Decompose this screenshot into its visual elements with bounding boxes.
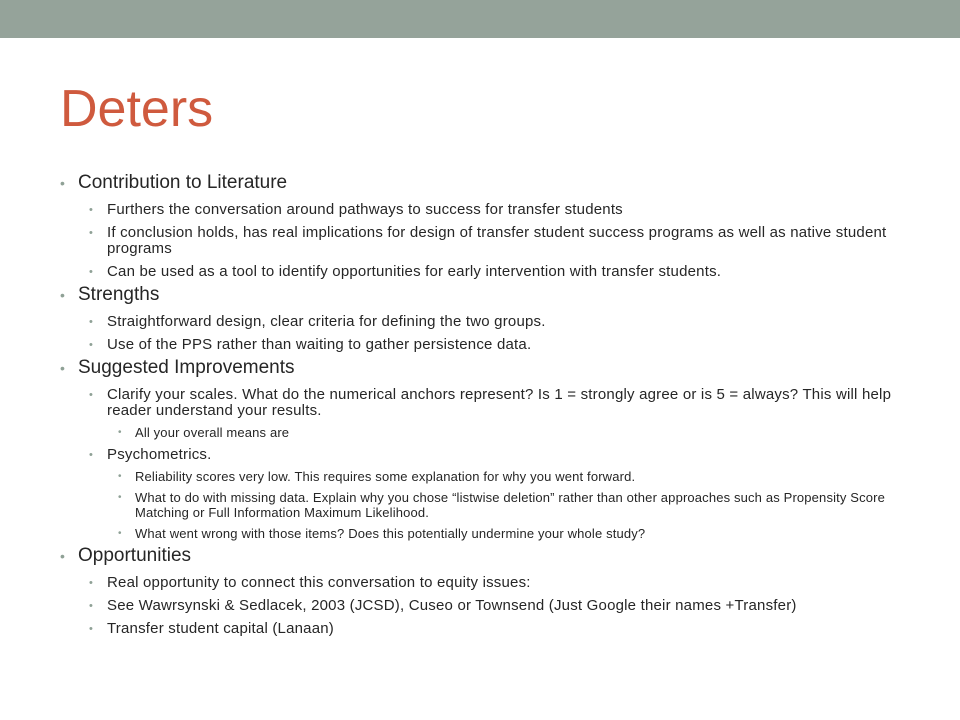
subbullet-equity — [60, 575, 910, 591]
subsubbullet-missing-data — [60, 490, 910, 520]
bullet-text: Can be used as a tool to identify opportunities for early intervention with transfer students. — [107, 263, 722, 280]
bullet-text: What went wrong with those items? Does this potentially undermine your whole study? — [135, 526, 646, 541]
bullet-marker: • — [89, 389, 93, 401]
bullet-strengths — [60, 283, 910, 307]
bullet-marker: • — [89, 204, 93, 216]
slide-body — [60, 168, 910, 637]
bullet-text: Psychometrics. — [107, 446, 212, 463]
bullet-text: All your overall means are — [135, 425, 290, 440]
bullet-text: Suggested Improvements — [78, 357, 295, 378]
subbullet-design — [60, 314, 910, 330]
bullet-text: Straightforward design, clear criteria for defining the two groups. — [107, 313, 546, 330]
subbullet-references — [60, 598, 910, 614]
bullet-marker: • — [118, 492, 122, 503]
bullet-text: What to do with missing data. Explain why you chose “listwise deletion” rather than other approaches such as Propensity Score Matching or Full Information Maximum Likelihood. — [135, 490, 886, 520]
bullet-marker: • — [60, 175, 65, 191]
bullet-text: Reliability scores very low. This requires some explanation for why you went forward. — [135, 469, 636, 484]
bullet-marker: • — [89, 623, 93, 635]
bullet-marker: • — [60, 548, 65, 564]
subbullet-tool — [60, 264, 910, 280]
bullet-marker: • — [118, 427, 122, 438]
bullet-text: Furthers the conversation around pathways to success for transfer students — [107, 201, 623, 218]
bullet-contribution — [60, 171, 910, 195]
bullet-text: Strengths — [78, 284, 160, 305]
bullet-text: If conclusion holds, has real implications for design of transfer student success programs as well as native student programs — [107, 224, 887, 257]
bullet-text: Contribution to Literature — [78, 172, 288, 193]
bullet-opportunities — [60, 544, 910, 568]
subbullet-clarify-scales — [60, 387, 910, 419]
subbullet-psychometrics — [60, 447, 910, 463]
slide-title: Deters — [60, 80, 214, 138]
bullet-text: See Wawrsynski & Sedlacek, 2003 (JCSD), Cuseo or Townsend (Just Google their names +Transfer) — [107, 597, 797, 614]
bullet-marker: • — [89, 449, 93, 461]
bullet-marker: • — [60, 360, 65, 376]
subbullet-capital — [60, 621, 910, 637]
bullet-text: Transfer student capital (Lanaan) — [107, 620, 335, 637]
bullet-marker: • — [118, 528, 122, 539]
bullet-marker: • — [89, 227, 93, 239]
bullet-text: Opportunities — [78, 545, 192, 566]
bullet-marker: • — [89, 266, 93, 278]
bullet-marker: • — [89, 577, 93, 589]
subbullet-furthers — [60, 202, 910, 218]
subbullet-if-conclusion — [60, 225, 910, 257]
subsubbullet-what-went-wrong — [60, 526, 910, 541]
subsubbullet-reliability — [60, 469, 910, 484]
top-accent-bar — [0, 0, 960, 38]
bullet-marker: • — [89, 600, 93, 612]
bullet-marker: • — [89, 339, 93, 351]
subbullet-pps — [60, 337, 910, 353]
bullet-suggested-improvements — [60, 356, 910, 380]
bullet-text: Use of the PPS rather than waiting to gather persistence data. — [107, 336, 532, 353]
bullet-text: Real opportunity to connect this conversation to equity issues: — [107, 574, 531, 591]
bullet-marker: • — [118, 471, 122, 482]
bullet-marker: • — [60, 287, 65, 303]
bullet-marker: • — [89, 316, 93, 328]
subsubbullet-overall-means — [60, 425, 910, 440]
bullet-text: Clarify your scales. What do the numerical anchors represent? Is 1 = strongly agree or is 5 = always? This will help reader understand your results. — [107, 386, 892, 419]
